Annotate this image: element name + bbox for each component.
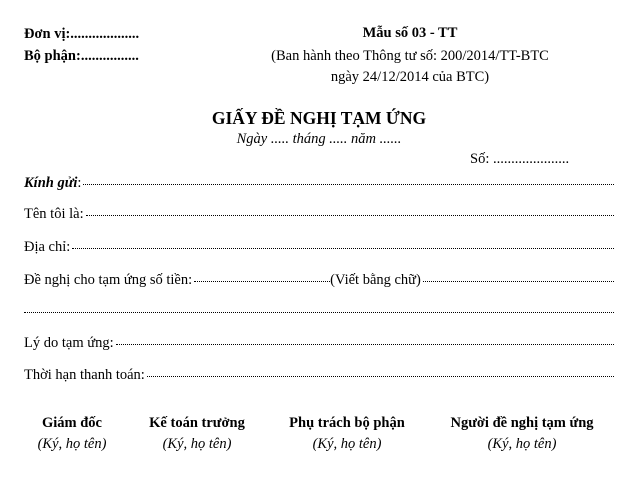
field-address xyxy=(24,240,614,255)
field-recipient xyxy=(24,176,614,191)
amount-words-blank[interactable] xyxy=(423,281,614,282)
field-amount xyxy=(24,273,614,288)
department-blank: ................ xyxy=(80,48,139,64)
reason-blank[interactable] xyxy=(116,344,614,345)
signature-role: Kế toán trưởng xyxy=(149,415,245,431)
address-label: Địa chỉ: xyxy=(24,239,71,255)
field-name xyxy=(24,207,614,222)
signature-role: Giám đốc xyxy=(41,415,102,431)
field-reason xyxy=(24,336,614,351)
signature-hint: (Ký, họ tên) xyxy=(37,435,107,452)
name-label: Tên tôi là: xyxy=(24,206,84,222)
department-label: Bộ phận: xyxy=(24,48,81,64)
amount-label: Đề nghị cho tạm ứng số tiền: xyxy=(24,272,193,288)
unit-blank: ................... xyxy=(70,26,140,42)
deadline-label: Thời hạn thanh toán: xyxy=(24,367,145,383)
signature-hint: (Ký, họ tên) xyxy=(487,435,557,452)
signature-requester xyxy=(438,416,606,451)
issued-line-2: ngày 24/12/2014 của BTC) xyxy=(330,69,490,85)
form-number: Mẫu số 03 - TT xyxy=(362,25,458,41)
address-blank[interactable] xyxy=(72,248,614,249)
signature-hint: (Ký, họ tên) xyxy=(162,435,232,452)
signature-role: Người đề nghị tạm ứng xyxy=(450,415,594,431)
unit-line xyxy=(24,27,139,42)
issued-line-1: (Ban hành theo Thông tư số: 200/2014/TT-BTC xyxy=(271,48,549,64)
date-line: Ngày ..... tháng ..... năm ...... xyxy=(236,131,402,147)
signature-department-head xyxy=(272,416,422,451)
field-deadline xyxy=(24,368,614,383)
amount-blank[interactable] xyxy=(194,281,330,282)
department-line xyxy=(24,49,139,64)
recipient-blank[interactable] xyxy=(83,184,614,185)
amount-words-label: (Viết bằng chữ) xyxy=(330,272,421,288)
signature-director xyxy=(24,416,120,451)
recipient-colon: : xyxy=(77,175,82,191)
signature-role: Phụ trách bộ phận xyxy=(289,415,405,431)
recipient-label: Kính gửi xyxy=(24,175,78,191)
amount-continuation-blank[interactable] xyxy=(24,302,614,313)
reason-label: Lý do tạm ứng: xyxy=(24,335,114,351)
signature-chief-accountant xyxy=(138,416,256,451)
document-title: GIẤY ĐỀ NGHỊ TẠM ỨNG xyxy=(211,108,427,128)
deadline-blank[interactable] xyxy=(147,376,614,377)
field-amount-continuation xyxy=(24,304,614,315)
name-blank[interactable] xyxy=(86,215,614,216)
unit-label: Đơn vị: xyxy=(24,26,71,42)
document-number-line: Số: ..................... xyxy=(470,151,570,167)
signature-hint: (Ký, họ tên) xyxy=(312,435,382,452)
